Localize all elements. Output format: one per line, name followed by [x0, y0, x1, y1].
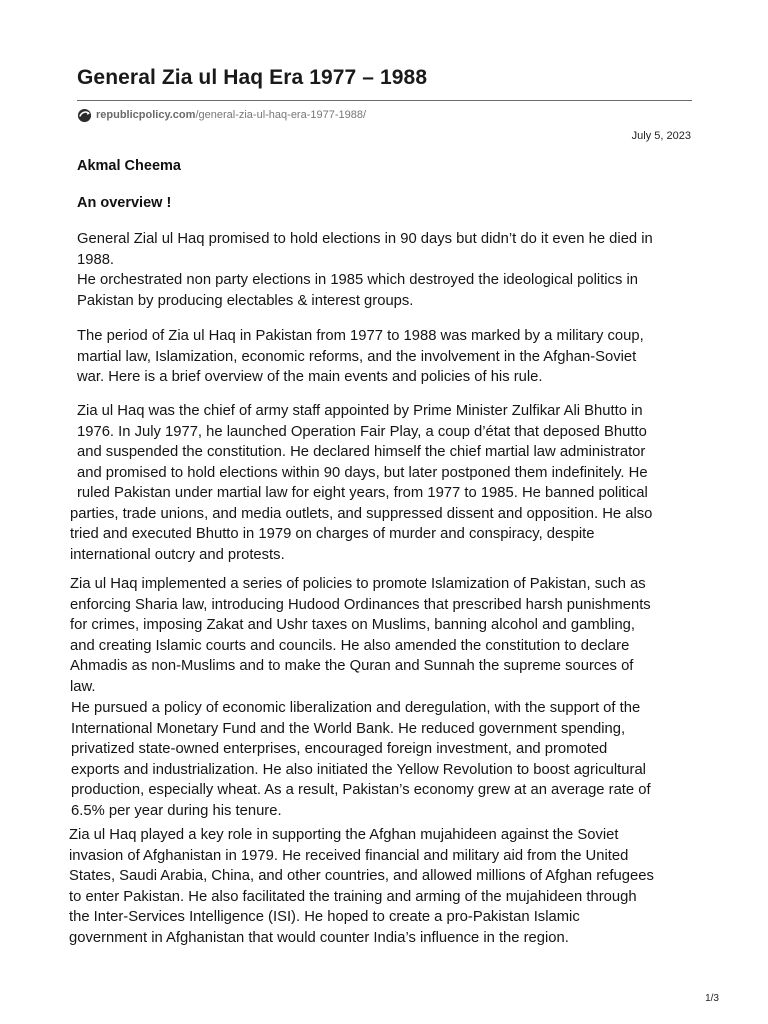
- text-line: war. Here is a brief overview of the main events and policies of his rule.: [77, 369, 543, 385]
- text-line: privatized state-owned enterprises, encouraged foreign investment, and promoted: [71, 741, 608, 757]
- publish-date: July 5, 2023: [631, 130, 691, 142]
- text-line: martial law, Islamization, economic reforms, and the involvement in the Afghan-Soviet: [77, 348, 637, 365]
- text-line: and suspended the constitution. He declared himself the chief martial law administrator: [77, 444, 646, 460]
- page-number: 1/3: [705, 993, 719, 1004]
- text-line: and promised to hold elections within 90 days, but later postponed them indefinitely. He: [77, 464, 648, 481]
- text-line: 1988.: [77, 251, 115, 268]
- source-link[interactable]: [77, 107, 366, 123]
- text-line: General Zial ul Haq promised to hold elections in 90 days but didn’t do it even he died in: [77, 231, 653, 247]
- paragraph-1: [77, 229, 702, 311]
- author-name: Akmal Cheema: [77, 158, 181, 174]
- text-line: the Inter-Services Intelligence (ISI). He hoped to create a pro-Pakistan Islamic: [69, 909, 580, 925]
- text-line: He pursued a policy of economic liberalization and deregulation, with the support of the: [71, 700, 641, 716]
- text-line: and creating Islamic courts and councils. He also amended the constitution to declare: [70, 637, 630, 654]
- text-line: international outcry and protests.: [70, 546, 285, 563]
- paragraph-3: [70, 401, 702, 565]
- text-line: law.: [70, 678, 96, 695]
- text-line: 6.5% per year during his tenure.: [71, 802, 282, 819]
- text-line: Zia ul Haq was the chief of army staff appointed by Prime Minister Zulfikar Ali Bhutto in: [77, 403, 643, 419]
- overview-heading: An overview !: [77, 195, 172, 211]
- text-line: The period of Zia ul Haq in Pakistan from 1977 to 1988 was marked by a military coup,: [77, 328, 644, 344]
- source-path[interactable]: /general-zia-ul-haq-era-1977-1988/: [195, 109, 367, 121]
- page-title: General Zia ul Haq Era 1977 – 1988: [77, 66, 428, 89]
- paragraph-6: [69, 825, 701, 948]
- text-line: production, especially wheat. As a result, Pakistan’s economy grew at an average rate of: [71, 782, 651, 798]
- text-line: tried and executed Bhutto in 1979 on charges of murder and conspiracy, despite: [70, 526, 595, 542]
- text-line: invasion of Afghanistan in 1979. He received financial and military aid from the United: [69, 847, 629, 864]
- source-domain[interactable]: republicpolicy.com: [96, 109, 196, 121]
- text-line: enforcing Sharia law, introducing Hudood Ordinances that prescribed harsh punishments: [70, 596, 651, 613]
- text-line: International Monetary Fund and the World Bank. He reduced government spending,: [71, 720, 626, 737]
- text-line: exports and industrialization. He also initiated the Yellow Revolution to boost agricultural: [71, 761, 646, 778]
- globe-arrow-icon: [77, 108, 92, 123]
- text-line: Pakistan by producing electables & interest groups.: [77, 292, 414, 309]
- text-line: parties, trade unions, and media outlets, and suppressed dissent and opposition. He also: [70, 505, 653, 522]
- paragraph-4: [70, 574, 702, 697]
- text-line: He orchestrated non party elections in 1985 which destroyed the ideological politics in: [77, 272, 638, 288]
- text-line: ruled Pakistan under martial law for eight years, from 1977 to 1985. He banned political: [77, 485, 648, 501]
- paragraph-2: [77, 326, 702, 388]
- text-line: Ahmadis as non-Muslims and to make the Quran and Sunnah the supreme sources of: [70, 658, 634, 674]
- text-line: Zia ul Haq implemented a series of policies to promote Islamization of Pakistan, such as: [70, 576, 646, 592]
- paragraph-5: [71, 698, 703, 821]
- text-line: government in Afghanistan that would counter India’s influence in the region.: [69, 929, 569, 946]
- text-line: States, Saudi Arabia, China, and other countries, and allowed millions of Afghan refugees: [69, 868, 654, 884]
- text-line: 1976. In July 1977, he launched Operation Fair Play, a coup d’état that deposed Bhutto: [77, 423, 647, 440]
- text-line: Zia ul Haq played a key role in supporting the Afghan mujahideen against the Soviet: [69, 827, 619, 843]
- title-divider: [77, 100, 692, 101]
- text-line: for crimes, imposing Zakat and Ushr taxes on Muslims, banning alcohol and gambling,: [70, 617, 636, 633]
- text-line: to enter Pakistan. He also facilitated the training and arming of the mujahideen through: [69, 888, 637, 905]
